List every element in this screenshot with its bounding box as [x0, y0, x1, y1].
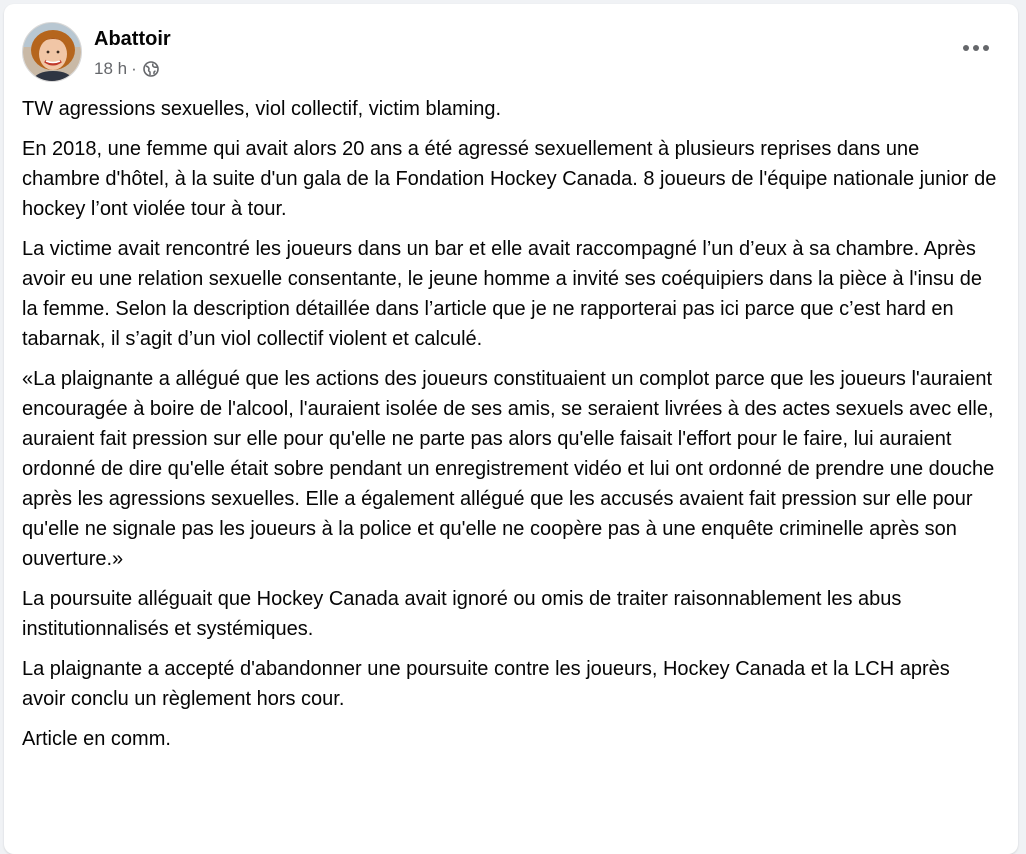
post-card [4, 4, 1018, 854]
post-paragraph: Article en comm. [22, 728, 171, 750]
post-paragraph: La plaignante a accepté d'abandonner une poursuite contre les joueurs, Hockey Canada et la LCH après avoir conclu un règlement hors cour. [22, 658, 950, 710]
meta-separator: · [131, 59, 137, 78]
post-paragraph: TW agressions sexuelles, viol collectif, victim blaming. [22, 98, 502, 120]
author-avatar[interactable] [22, 22, 82, 82]
post-body [22, 94, 998, 764]
post-paragraph: En 2018, une femme qui avait alors 20 ans a été agressé sexuellement à plusieurs reprises dans une chambre d'hôtel, à la suite d'un gala de la Fondation Hockey Canada. 8 joueurs de l'équipe nationale junior de hockey l’ont violée tour à tour. [22, 138, 997, 220]
post-meta [94, 59, 159, 79]
post-header [22, 22, 1002, 84]
avatar-image [23, 23, 82, 82]
more-options-icon[interactable] [956, 28, 996, 68]
post-timestamp[interactable]: 18 h [94, 59, 128, 78]
author-name[interactable]: Abattoir [94, 28, 171, 50]
post-paragraph: La victime avait rencontré les joueurs dans un bar et elle avait raccompagné l’un d’eux à sa chambre. Après avoir eu une relation sexuelle consentante, le jeune homme a invité ses coéquipiers dans la pièce à l'insu de la femme. Selon la description détaillée dans l’article que je ne rapporterai pas ici parce que c’est hard en tabarnak, il s’agit d’un viol collectif violent et calculé. [22, 238, 982, 350]
post-paragraph: La poursuite alléguait que Hockey Canada avait ignoré ou omis de traiter raisonnablement les abus institutionnalisés et systémiques. [22, 588, 902, 640]
globe-icon[interactable] [143, 61, 159, 77]
post-paragraph: «La plaignante a allégué que les actions des joueurs constituaient un complot parce que les joueurs l'auraient encouragée à boire de l'alcool, l'auraient isolée de ses amis, se seraient livrées à des actes sexuels avec elle, auraient fait pression sur elle pour qu'elle ne parte pas alors qu'elle faisait l'effort pour le faire, lui auraient ordonné de dire qu'elle était sobre pendant un enregistrement vidéo et lui ont ordonné de prendre une douche après les agressions sexuelles. Elle a également allégué que les accusés avaient fait pression sur elle pour qu'elle ne signale pas les joueurs à la police et qu'elle ne coopère pas à une enquête criminelle après son ouverture.» [22, 368, 995, 570]
